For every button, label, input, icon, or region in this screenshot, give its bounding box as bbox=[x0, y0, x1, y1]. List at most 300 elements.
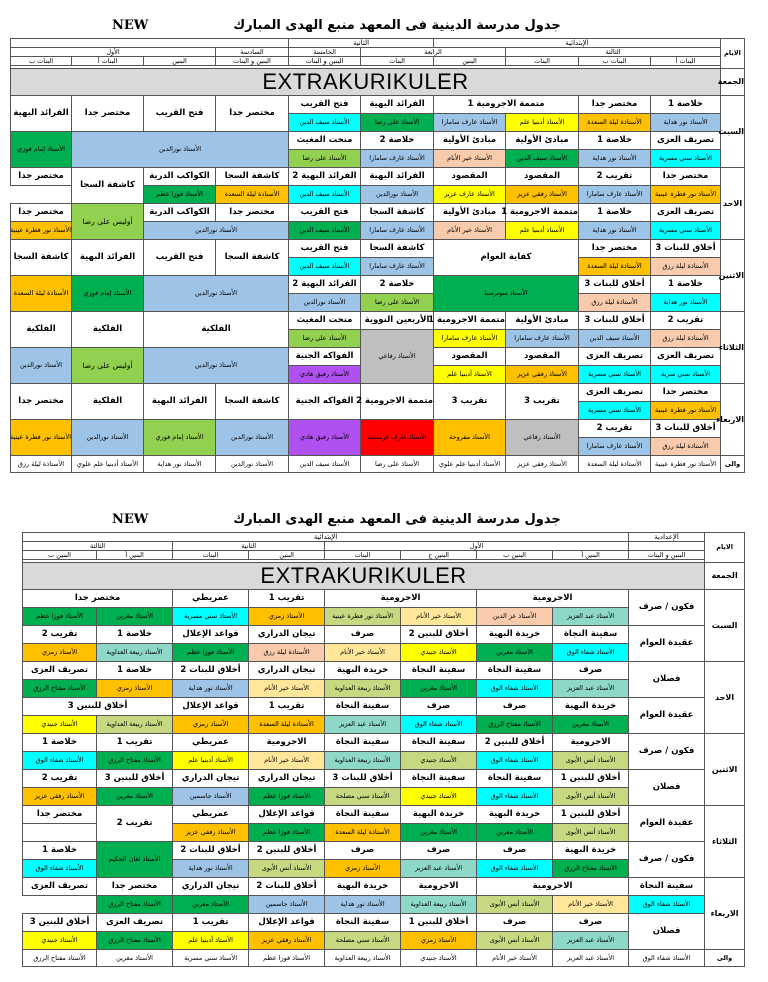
subject-cell: كاشفة السجا bbox=[11, 240, 72, 276]
timetable bbox=[10, 38, 745, 473]
subject-cell: الفرائد البهية bbox=[144, 384, 216, 420]
subject-cell: أخلاق للبنين 3 bbox=[23, 914, 97, 932]
schedule-title: جدول مدرسة الدينية فى المعهد منبع الهدى المبارك bbox=[233, 18, 561, 33]
teacher-cell: الأستاذ جاسمين bbox=[249, 896, 325, 914]
subject-cell: مبادئ الأولية bbox=[434, 132, 506, 150]
day-ithnayn: الاثنين bbox=[705, 734, 745, 806]
days-header: الايام bbox=[705, 533, 745, 563]
col-header: البنات ب bbox=[579, 57, 651, 66]
subject-cell: خلاصة 1 bbox=[651, 96, 721, 114]
subject-cell: تصريف العزى bbox=[23, 662, 97, 680]
level-rabia: الرابعة bbox=[361, 48, 506, 57]
teacher-cell: الأستاذ مفروحة bbox=[434, 420, 506, 456]
teacher-cell: الأستاذ نور فطرة عينية bbox=[651, 186, 721, 204]
subject-cell: الكواكب الدرية bbox=[144, 204, 216, 222]
col-header: البنين bbox=[144, 57, 216, 66]
level-thaniya: الثانية bbox=[289, 39, 434, 48]
teacher-cell: الأستاذ رفقي عزيز bbox=[249, 932, 325, 950]
subject-cell: أخلاق للبنات 3 bbox=[651, 420, 721, 438]
subject-cell: عقيدة العوام bbox=[629, 698, 705, 734]
teacher-cell: الأستاذ نور هداية bbox=[651, 294, 721, 312]
teacher-cell: الأستاذ سوترسنا bbox=[434, 276, 579, 312]
teacher-cell: الأستاذ سني سرية bbox=[651, 366, 721, 384]
day-thulatha: الثلاثاء bbox=[721, 312, 745, 384]
teacher-cell: الأستاذ شفاء الوق bbox=[477, 752, 553, 770]
subject-cell: مختصر جدا bbox=[72, 96, 144, 132]
subject-cell: صرف bbox=[553, 914, 629, 932]
new-tag: NEW bbox=[112, 512, 149, 527]
teacher-cell: الأستاذ رفقي عزيز bbox=[173, 824, 249, 842]
teacher-cell: الأستاذ عبد العزيز bbox=[401, 860, 477, 878]
teacher-cell: الأستاذة ليلة رزق bbox=[651, 438, 721, 456]
teacher-cell: الأستاذ مغرين bbox=[97, 608, 173, 626]
wali-cell: الأستاذ رفقي عزيز bbox=[506, 456, 579, 473]
wali-cell: الأستاذ خير الأنام bbox=[477, 950, 553, 967]
teacher-cell: الأستاذة ليلة السعدة bbox=[579, 114, 651, 132]
subject-cell: صرف bbox=[477, 698, 553, 716]
subject-cell: صرف bbox=[477, 914, 553, 932]
teacher-cell: الأستاذ عارف عزيز bbox=[434, 186, 506, 204]
teacher-cell: الأستاذ شفاء الوق bbox=[477, 680, 553, 698]
subject-cell: سفينة النجاة bbox=[477, 662, 553, 680]
subject-cell: تقريب 2 bbox=[579, 420, 651, 438]
subject-cell: سفينة النجاة bbox=[401, 770, 477, 788]
teacher-cell: الأستاذة ليلة السعدة bbox=[249, 716, 325, 734]
teacher-cell: الأستاذ مغرين bbox=[401, 824, 477, 842]
teacher-cell: الأستاذ سني مصلحة bbox=[325, 932, 401, 950]
subject-cell: فصلان bbox=[629, 914, 705, 950]
subject-cell: فتح القريب bbox=[144, 240, 216, 276]
teacher-cell: الأستاذ خير الأنام bbox=[401, 608, 477, 626]
subject-cell: خريدة البهية bbox=[477, 626, 553, 644]
subject-cell: سفينة النجاة bbox=[325, 698, 401, 716]
subject-cell: أخلاق للبنين 3 bbox=[23, 698, 173, 716]
subject-cell: خلاصة 1 bbox=[23, 734, 97, 752]
teacher-cell: الأستاذ شفاء الوق bbox=[23, 860, 97, 878]
subject-cell: أخلاق للبنين 2 bbox=[249, 842, 325, 860]
teacher-cell: الأستاذ خير الأنام bbox=[249, 752, 325, 770]
subject-cell: خريدة البهية bbox=[553, 698, 629, 716]
teacher-cell: الأستاذ نور هداية bbox=[325, 896, 401, 914]
subject-cell: كاشفة السجا bbox=[216, 168, 289, 186]
subject-cell: تصريف العزى bbox=[23, 878, 97, 896]
teacher-cell: الأستاذ عارف سامارا bbox=[434, 114, 506, 132]
teacher-cell: الأستاذ رفاعي bbox=[506, 420, 579, 456]
col-header: البنين أ bbox=[553, 551, 629, 560]
teacher-cell: الأستاذ فوزا عظم bbox=[249, 788, 325, 806]
subject-cell: الكواكب الدرية bbox=[144, 168, 216, 186]
teacher-cell: الأستاذ شفاء الوق bbox=[477, 788, 553, 806]
teacher-cell: الأستاذ خير الأنام bbox=[249, 680, 325, 698]
subject-cell: الفرائد البهية bbox=[361, 96, 434, 114]
subject-cell: أخلاق للبنين 1 bbox=[553, 770, 629, 788]
teacher-cell: الأستاذ عز الدين bbox=[477, 608, 553, 626]
wali-cell: الأستاذ أدبنيا علم علوي bbox=[72, 456, 144, 473]
wali-cell: الأستاذ مفتاح الرزق bbox=[23, 950, 97, 967]
teacher-cell: الأستاذ أدبنيا علم bbox=[434, 366, 506, 384]
subject-cell: تيجان الدراري bbox=[249, 626, 325, 644]
wali-cell: الأستاذ ربيعة العداوية bbox=[325, 950, 401, 967]
day-arbia: الاربعاء bbox=[721, 384, 745, 456]
day-arbia: الاربعاء bbox=[705, 878, 745, 950]
subject-cell: كاشفة السجا bbox=[361, 204, 434, 222]
teacher-cell: الأستاذ نورالدين bbox=[11, 348, 72, 384]
subject-cell: عقيدة العوام bbox=[629, 626, 705, 662]
teacher-cell: الأستاذ سيف الدين bbox=[289, 258, 361, 276]
teacher-cell: الأستاذ زمزي bbox=[173, 716, 249, 734]
teacher-cell: الأستاذ فوزا عظم bbox=[144, 186, 216, 204]
teacher-cell: الأستاذة ليلة السعدة bbox=[325, 824, 401, 842]
teacher-cell: الأستاذ فوزا عظم bbox=[23, 608, 97, 626]
col-header: البنين أ bbox=[97, 551, 173, 560]
subject-cell: تقريب 3 bbox=[506, 384, 579, 420]
teacher-cell: الأستاذ أدبنيا علم bbox=[173, 752, 249, 770]
wali-cell: الأستاذ عبد العزيز bbox=[553, 950, 629, 967]
teacher-cell: الأستاذ مفتاح الرزق bbox=[97, 896, 173, 914]
teacher-cell: الأستاذ عبد العزيز bbox=[325, 716, 401, 734]
subject-cell: الاجرومية bbox=[325, 590, 477, 608]
subject-cell: عمريطي bbox=[173, 734, 249, 752]
teacher-cell: الأستاذ مغرين bbox=[477, 824, 553, 842]
teacher-cell: الأستاذ نورالدين bbox=[144, 222, 289, 240]
teacher-cell: الأستاذ نور فطرة عينية bbox=[11, 420, 72, 456]
teacher-cell: الأستاذ على رضا bbox=[289, 150, 361, 168]
subject-cell: مختصر جدا bbox=[651, 168, 721, 186]
level-thaniya: الثانية bbox=[173, 542, 325, 551]
day-sabt: السبت bbox=[721, 96, 745, 168]
subject-cell: فكون / صرف bbox=[629, 590, 705, 626]
col-header: البنين ج bbox=[401, 551, 477, 560]
teacher-cell: الأستاذ شفاء الوق bbox=[477, 860, 553, 878]
subject-cell: المقصود bbox=[506, 348, 579, 366]
day-jumua: الجمعة bbox=[721, 69, 745, 96]
subject-cell: أخلاق للبنات 3 bbox=[579, 276, 651, 294]
teacher-cell: الأستاذ عارف سامارا bbox=[579, 186, 651, 204]
subject-cell: فصلان bbox=[629, 662, 705, 698]
teacher-cell: الأستاذ أنس الأبوى bbox=[553, 788, 629, 806]
subject-cell: الاجرومية bbox=[477, 590, 629, 608]
teacher-cell: الأستاذ سني مسرية bbox=[579, 402, 651, 420]
teacher-cell: الأستاذ عارف سامارا bbox=[579, 438, 651, 456]
level-awwal: الأول bbox=[11, 48, 216, 57]
teacher-cell: الأستاذ أنس الأبوى bbox=[553, 824, 629, 842]
subject-cell: مختصر جدا bbox=[216, 204, 289, 222]
subject-cell: صرف bbox=[401, 698, 477, 716]
subject-cell: المقصود bbox=[506, 168, 579, 186]
subject-cell: الاجرومية bbox=[477, 878, 629, 896]
subject-cell: سفينة النجاة bbox=[629, 878, 705, 896]
teacher-cell: الأستاذ سيف الدين bbox=[289, 114, 361, 132]
subject-cell: أخلاق للبنات 2 bbox=[173, 662, 249, 680]
teacher-cell: الأستاذ سيف الدين bbox=[289, 222, 361, 240]
subject-cell: تصريف العزى bbox=[579, 384, 651, 402]
teacher-cell: الأستاذ عارف سامارا bbox=[361, 222, 434, 240]
teacher-cell: الأستاذ عارف سامارا bbox=[361, 258, 434, 276]
subject-cell: فكون / صرف bbox=[629, 842, 705, 878]
teacher-cell: الأستاذ فوزا عظم bbox=[249, 824, 325, 842]
subject-cell: تقريب 3 bbox=[434, 384, 506, 420]
subject-cell: خلاصة 1 bbox=[97, 662, 173, 680]
subject-cell: صرف bbox=[325, 626, 401, 644]
subject-cell: المقصود bbox=[434, 168, 506, 186]
day-jumua: الجمعة bbox=[705, 563, 745, 590]
subject-cell: فصلان bbox=[629, 770, 705, 806]
teacher-cell: الأستاذ سني مصلحة bbox=[325, 788, 401, 806]
teacher-cell: الأستاذ جنيدي bbox=[401, 788, 477, 806]
teacher-cell: الأستاذ نور هداية bbox=[173, 860, 249, 878]
schedule-title: جدول مدرسة الدينية فى المعهد منبع الهدى المبارك bbox=[233, 512, 561, 527]
subject-cell: متممة الاجرومية 1 bbox=[434, 96, 579, 114]
wali-cell: الأستاذ مغرين bbox=[97, 950, 173, 967]
teacher-cell: الأستاذ جنيدي bbox=[23, 716, 97, 734]
subject-cell: أخلاق للبنات 2 bbox=[173, 842, 249, 860]
subject-cell: صرف bbox=[325, 842, 401, 860]
teacher-cell: الأستاذ نورالدين bbox=[72, 420, 144, 456]
subject-cell: تيجان الدراري bbox=[173, 770, 249, 788]
teacher-cell: الأستاذ نور فطرة عينية bbox=[325, 608, 401, 626]
subject-cell: خلاصة 1 bbox=[579, 132, 651, 150]
teacher-cell: أوليس على رضا bbox=[72, 348, 144, 384]
col-header: البنين bbox=[249, 551, 325, 560]
subject-cell: فتح القريب bbox=[289, 240, 361, 258]
teacher-cell: الأستاذ نورالدين bbox=[289, 294, 361, 312]
teacher-cell: الأستاذ نور هداية bbox=[579, 222, 651, 240]
wali-cell: الأستاذ سني مسرية bbox=[173, 950, 249, 967]
teacher-cell: الأستاذ أنس الأبوى bbox=[477, 896, 553, 914]
teacher-cell: الأستاذ رفقي عزيز bbox=[506, 366, 579, 384]
wali-cell: الأستاذ نور هداية bbox=[144, 456, 216, 473]
teacher-cell: الأستاذ مفتاح الرزق bbox=[553, 860, 629, 878]
subject-cell: مبادئ الأولية bbox=[506, 312, 579, 330]
col-header: البنات أ bbox=[651, 57, 721, 66]
teacher-cell: الأستاذ سني مسرية bbox=[173, 608, 249, 626]
teacher-cell: الأستاذ عارف فرمنشة bbox=[361, 420, 434, 456]
day-ithnayn: الاثنين bbox=[721, 240, 745, 312]
wali-cell: الأستاذة ليلة السعدة bbox=[579, 456, 651, 473]
subject-cell: خلاصة 1 bbox=[651, 276, 721, 294]
teacher-cell: الأستاذ نور فطرة عينية bbox=[11, 222, 72, 240]
teacher-cell: الأستاذ نورالدين bbox=[72, 132, 289, 168]
teacher-cell: الأستاذ شفاء الوق bbox=[629, 896, 705, 914]
subject-cell: تقريب 1 bbox=[97, 734, 173, 752]
teacher-cell: الأستاذ نور فطرة عينية bbox=[651, 402, 721, 420]
col-header: البنات أ bbox=[72, 57, 144, 66]
teacher-cell: الأستاذة ليلة رزق bbox=[651, 330, 721, 348]
subject-cell: تقريب 1 bbox=[249, 590, 325, 608]
teacher-cell: الأستاذة ليلة السعدة bbox=[11, 276, 72, 312]
teacher-cell: الأستاذ زمزي bbox=[249, 608, 325, 626]
level-ibtidai: الإبتدائية bbox=[434, 39, 721, 48]
wali-cell: الأستاذ سيف الدين bbox=[289, 456, 361, 473]
wali-cell: الأستاذ أدبنيا علم علوي bbox=[434, 456, 506, 473]
subject-cell: مختصر جدا bbox=[216, 96, 289, 132]
teacher-cell: أوليس على رضا bbox=[72, 204, 144, 240]
teacher-cell: الأستاذ أنس الأبوى bbox=[553, 752, 629, 770]
subject-cell: متممة الاجرومية 1 bbox=[506, 204, 579, 222]
teacher-cell: الأستاذ على رضا bbox=[361, 114, 434, 132]
wali-cell: الأستاذ على رضا bbox=[361, 456, 434, 473]
subject-cell: خريدة البهية bbox=[477, 806, 553, 824]
teacher-cell: الأستاذ زمزي bbox=[97, 680, 173, 698]
teacher-cell: الأستاذ مفتاح الرزق bbox=[477, 716, 553, 734]
teacher-cell: الأستاذ نورالدين bbox=[216, 420, 289, 456]
teacher-cell: الأستاذ زمزي bbox=[401, 932, 477, 950]
teacher-cell: الأستاذ سيف الدين bbox=[506, 150, 579, 168]
teacher-cell: الأستاذة ليلة السعدة bbox=[579, 258, 651, 276]
subject-cell: الاجرومية bbox=[249, 734, 325, 752]
teacher-cell: الأستاذ رفاعي bbox=[361, 330, 434, 384]
teacher-cell: الأستاذ شفاء الوق bbox=[401, 716, 477, 734]
teacher-cell: الأستاذ جنيدي bbox=[23, 932, 97, 950]
teacher-cell: الأستاذ ربيعة العداوية bbox=[97, 644, 173, 662]
subject-cell: أخلاق للبنين 3 bbox=[97, 770, 173, 788]
subject-cell: مختصر جدا bbox=[23, 806, 97, 824]
teacher-cell: الأستاذ جاسمين bbox=[173, 788, 249, 806]
teacher-cell: الأستاذ أنس الأبوى bbox=[477, 932, 553, 950]
subject-cell: تصريف العزى bbox=[579, 348, 651, 366]
teacher-cell: الأستاذ نور هداية bbox=[651, 114, 721, 132]
subject-cell: مختصر جدا bbox=[579, 240, 651, 258]
subject-cell: تصريف العزى bbox=[651, 348, 721, 366]
teacher-cell: الأستاذ أدبنيا علم bbox=[506, 114, 579, 132]
col-header: البنين bbox=[434, 57, 506, 66]
teacher-cell: الأستاذة ليلة رزق bbox=[249, 644, 325, 662]
subject-cell: متممة الاجرومية 1 bbox=[434, 312, 506, 330]
subject-cell: كاشفة السجا bbox=[216, 240, 289, 276]
teacher-cell: الأستاذ نورالدين bbox=[144, 276, 289, 312]
teacher-cell: الأستاذ رفقي عزيز bbox=[506, 186, 579, 204]
teacher-cell: الأستاذ سني مسرية bbox=[651, 150, 721, 168]
subject-cell: تصريف العزى bbox=[97, 914, 173, 932]
subject-cell: خلاصة 2 bbox=[361, 276, 434, 294]
subject-cell: سفينة النجاة bbox=[401, 662, 477, 680]
teacher-cell: الأستاذ ربيعة العداوية bbox=[97, 716, 173, 734]
teacher-cell: الأستاذ زمزي bbox=[23, 644, 97, 662]
level-idadiya: الإعدادية bbox=[629, 533, 705, 542]
subject-cell: تصريف العزى bbox=[651, 204, 721, 222]
subject-cell: خريدة البهية bbox=[553, 842, 629, 860]
new-tag: NEW bbox=[112, 18, 149, 33]
teacher-cell: الأستاذ أدبنيا علم bbox=[173, 932, 249, 950]
teacher-cell: الأستاذ نورالدين bbox=[144, 348, 289, 384]
subject-cell: مبادئ الأولية bbox=[434, 204, 506, 222]
teacher-cell: الأستاذ مغرين bbox=[401, 680, 477, 698]
teacher-cell: الأستاذ ربيعة العداوية bbox=[325, 752, 401, 770]
subject-cell: سفينة النجاة bbox=[553, 626, 629, 644]
day-wali: والى bbox=[705, 950, 745, 967]
teacher-cell: الأستاذ عبد العزيز bbox=[553, 680, 629, 698]
subject-cell: سفينة النجاة bbox=[325, 914, 401, 932]
subject-cell: تقريب 2 bbox=[23, 626, 97, 644]
subject-cell: تقريب 1 bbox=[249, 698, 325, 716]
subject-cell: مختصر جدا bbox=[11, 204, 72, 222]
subject-cell: خريدة البهية bbox=[401, 806, 477, 824]
col-header: البنين و البنات bbox=[289, 57, 361, 66]
col-header: البنات ب bbox=[11, 57, 72, 66]
subject-cell: الفرائد البهية bbox=[361, 168, 434, 186]
teacher-cell: الأستاذ ربيعة العداوية bbox=[325, 680, 401, 698]
subject-cell: فكون / صرف bbox=[629, 734, 705, 770]
teacher-cell: الأستاذ رفيق هادي bbox=[289, 366, 361, 384]
subject-cell: صرف bbox=[553, 662, 629, 680]
subject-cell: متممة الاجرومية 2 bbox=[361, 384, 434, 420]
col-header: البنين ب bbox=[23, 551, 97, 560]
teacher-cell: الأستاذ أنس الأبوى bbox=[249, 860, 325, 878]
subject-cell: منحت المغيث bbox=[289, 312, 361, 330]
level-thalitha: الثالثة bbox=[506, 48, 721, 57]
subject-cell: الفواكه الجنية bbox=[289, 348, 361, 366]
subject-cell: مبادئ الأولية bbox=[506, 132, 579, 150]
subject-cell: منحت المغيث bbox=[289, 132, 361, 150]
col-header: البنين و البنات bbox=[629, 551, 705, 560]
wali-cell: الأستاذ شفاء الوق bbox=[629, 950, 705, 967]
col-header: البنات bbox=[361, 57, 434, 66]
subject-cell: قواعد الإعلال bbox=[249, 914, 325, 932]
subject-cell: كاشفة السجا bbox=[72, 168, 144, 204]
day-ahad: الاحد bbox=[721, 168, 745, 240]
subject-cell: الفرائد البهية bbox=[11, 96, 72, 132]
wali-cell: الأستاذ فوزا عظم bbox=[249, 950, 325, 967]
teacher-cell: الأستاذ زمزي bbox=[325, 860, 401, 878]
subject-cell: الفرائد البهية 2 bbox=[289, 276, 361, 294]
subject-cell: الاجرومية bbox=[401, 878, 477, 896]
subject-cell: تصريف العزى bbox=[651, 132, 721, 150]
teacher-cell: الأستاذ إمام فوزي bbox=[144, 420, 216, 456]
subject-cell: خلاصة 1 bbox=[579, 204, 651, 222]
subject-cell: خريدة البهية bbox=[325, 662, 401, 680]
teacher-cell: الأستاذ شفاء الوق bbox=[553, 644, 629, 662]
day-sabt: السبت bbox=[705, 590, 745, 662]
teacher-cell: الأستاذ عبد العزيز bbox=[553, 932, 629, 950]
subject-cell: أخلاق للبنين 1 bbox=[401, 914, 477, 932]
teacher-cell: الأستاذ جنيدي bbox=[401, 752, 477, 770]
subject-cell: مختصر جدا bbox=[97, 878, 173, 896]
teacher-cell: الأستاذ مفتاح الرزق bbox=[97, 932, 173, 950]
subject-cell: سفينة النجاة bbox=[401, 734, 477, 752]
subject-cell: عمريطي bbox=[173, 590, 249, 608]
subject-cell: مختصر جدا bbox=[579, 96, 651, 114]
subject-cell: أخلاق للبنين 1 bbox=[553, 806, 629, 824]
col-header: البنات bbox=[173, 551, 249, 560]
teacher-cell: الأستاذ خير الأنام bbox=[325, 644, 401, 662]
extrakurikuler-banner: EXTRAKURIKULER bbox=[11, 69, 721, 96]
subject-cell: خريدة البهية bbox=[325, 878, 401, 896]
level-thalitha: الثالثة bbox=[23, 542, 173, 551]
teacher-cell: الأستاذ مغرين bbox=[173, 896, 249, 914]
teacher-cell: الأستاذ على رضا bbox=[361, 294, 434, 312]
subject-cell: خلاصة 2 bbox=[361, 132, 434, 150]
subject-cell: قواعد الإعلال bbox=[173, 698, 249, 716]
subject-cell: أخلاق للبنات 3 bbox=[651, 240, 721, 258]
teacher-cell: الأستاذ مفتاح الرزق bbox=[23, 680, 97, 698]
subject-cell: سفينة النجاة bbox=[477, 770, 553, 788]
teacher-cell: الأستاذ خير الأنام bbox=[553, 896, 629, 914]
subject-cell: كفاية العوام bbox=[434, 240, 579, 276]
subject-cell: الفرائد البهية 2 bbox=[289, 168, 361, 186]
teacher-cell: الأستاذ عارف سامارا bbox=[434, 330, 506, 348]
teacher-cell: الأستاذ مغرين bbox=[477, 644, 553, 662]
subject-cell: المقصود bbox=[434, 348, 506, 366]
subject-cell: عمريطي bbox=[173, 806, 249, 824]
teacher-cell: الأستاذ فوزا عظم bbox=[173, 644, 249, 662]
subject-cell: سفينة النجاة bbox=[325, 734, 401, 752]
teacher-cell: الأستاذ عارف سامارا bbox=[361, 150, 434, 168]
teacher-cell: الأستاذ على رضا bbox=[289, 330, 361, 348]
subject-cell: الأربعين النووية bbox=[361, 312, 434, 330]
days-header: الايام bbox=[721, 39, 745, 69]
subject-cell: الفلكية bbox=[72, 384, 144, 420]
subject-cell: الفلكية bbox=[72, 312, 144, 348]
